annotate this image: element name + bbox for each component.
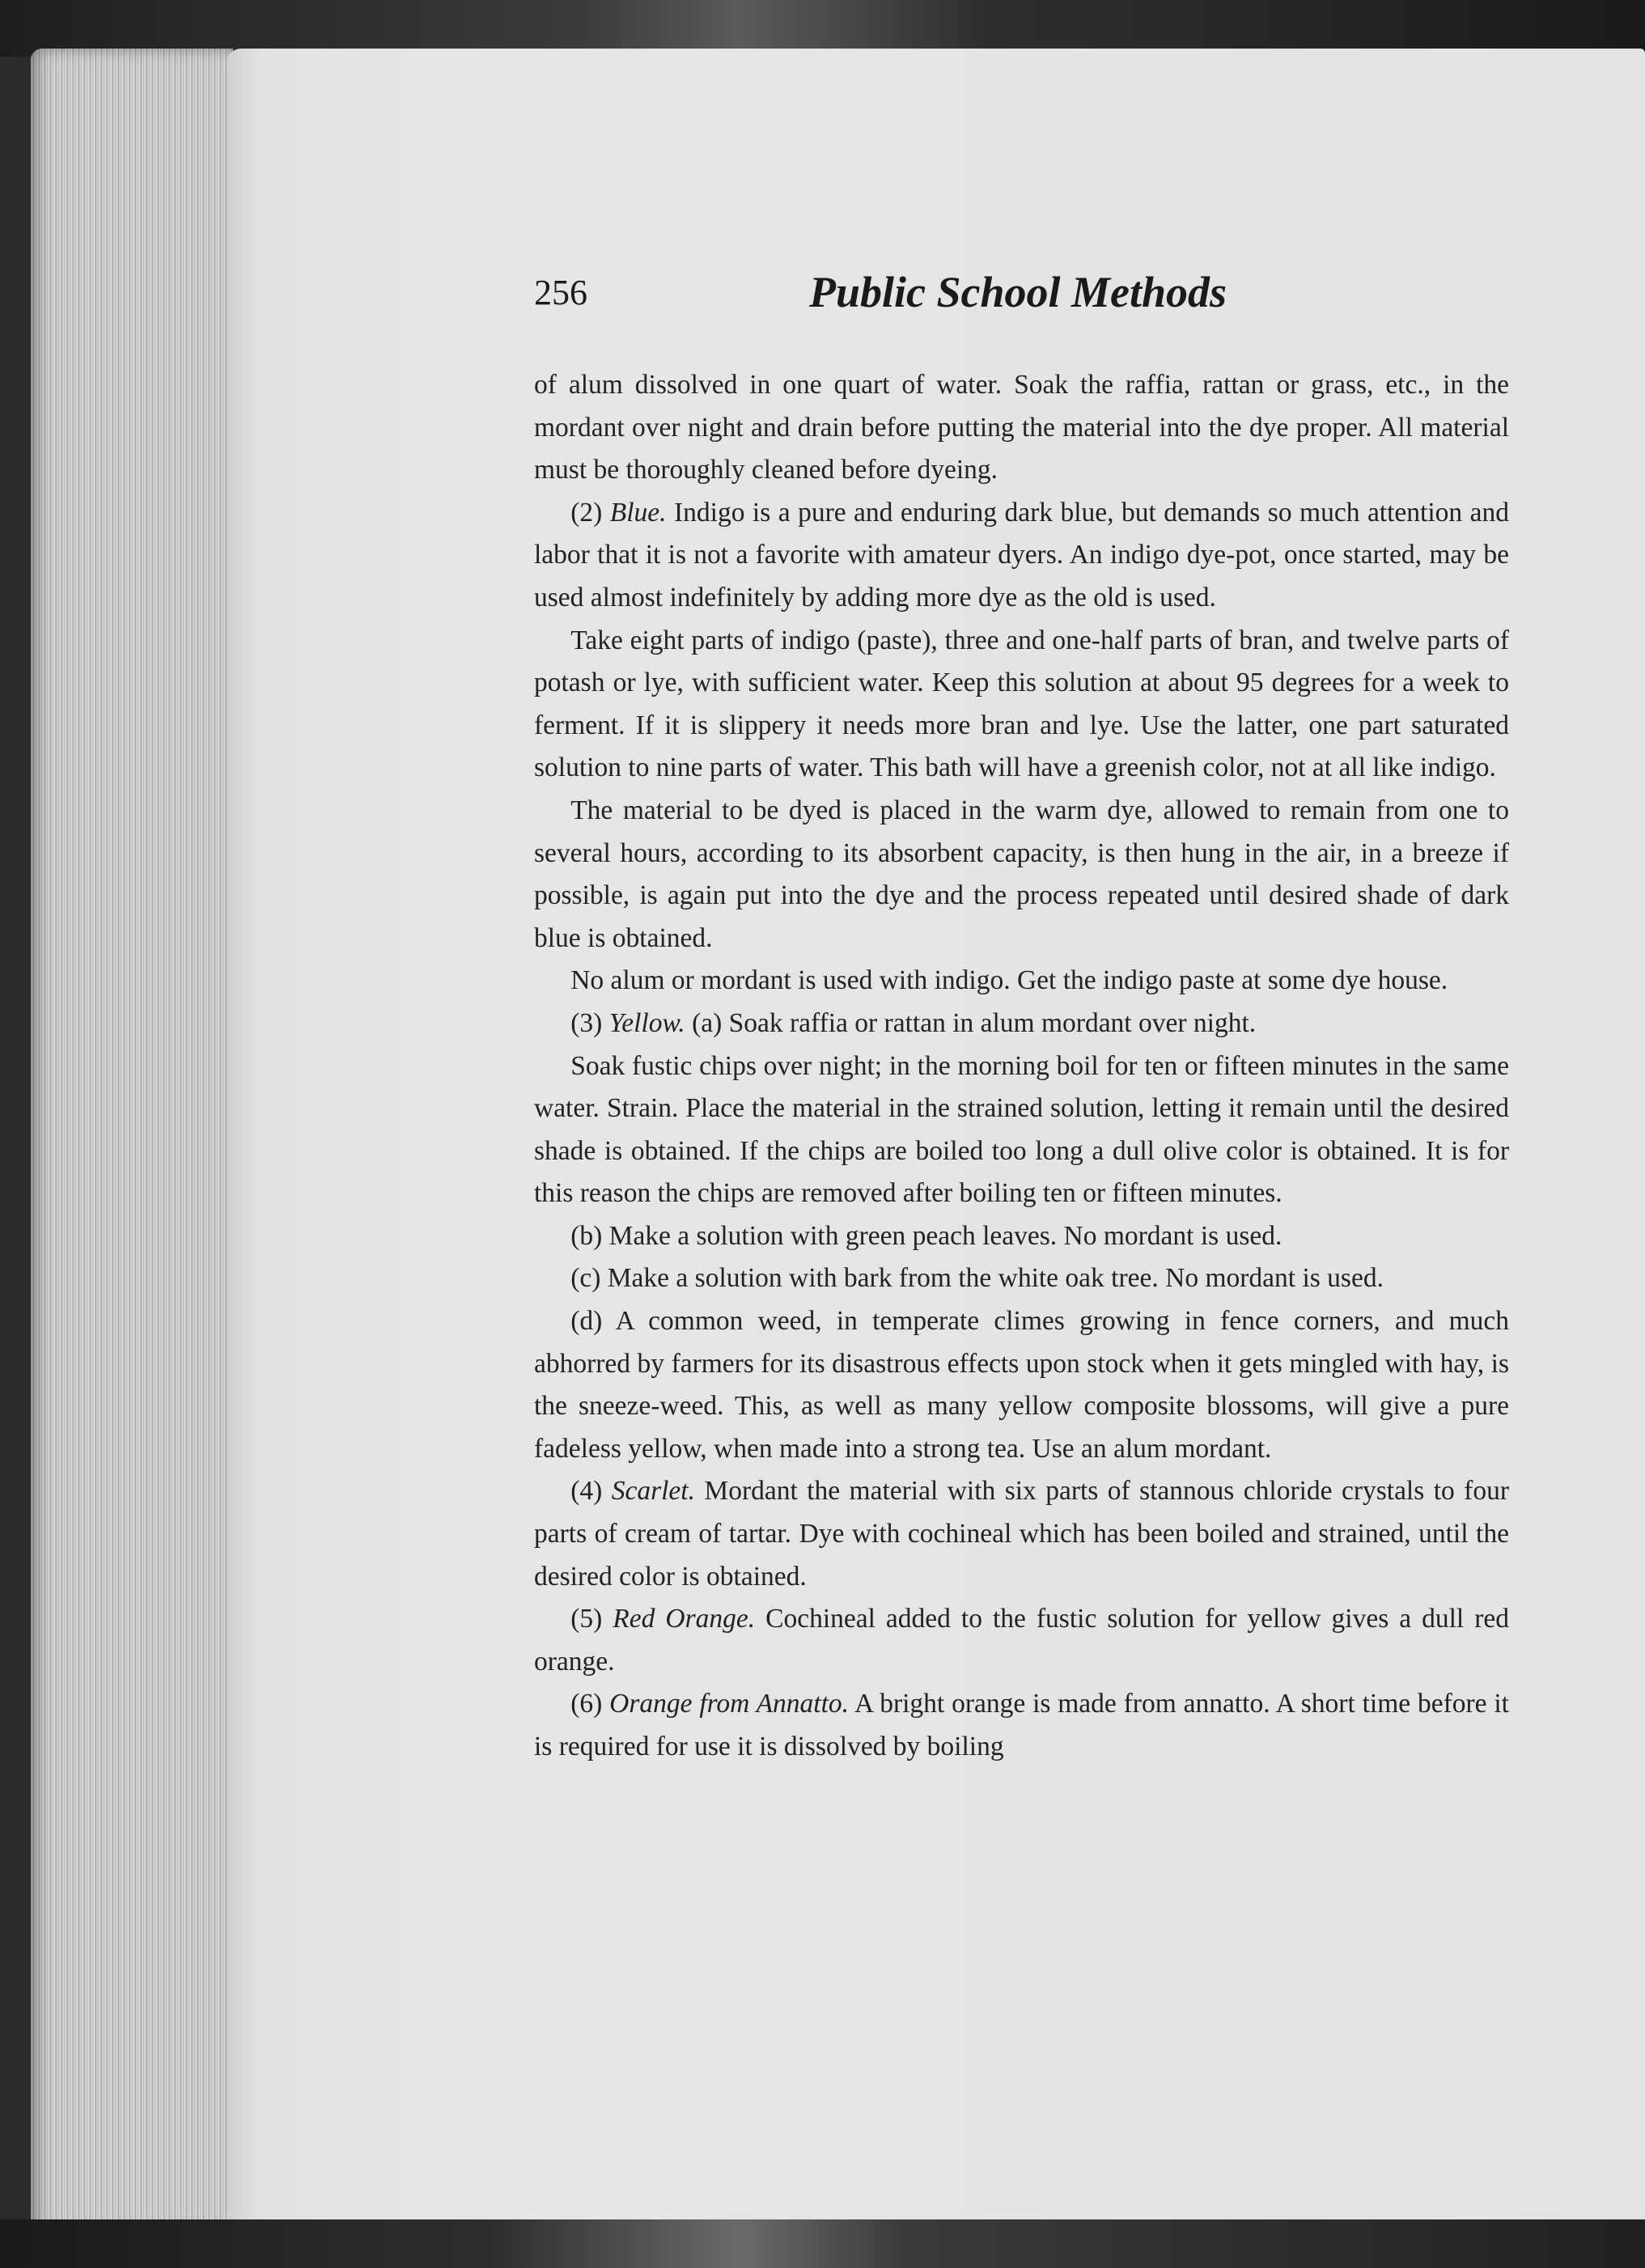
section-heading-red-orange: Red Orange. <box>613 1604 756 1634</box>
paragraph-text: Take eight parts of indigo (paste), three and one-half parts of bran, and twelve parts of potash or lye, with sufficient water. Keep this solution at about 95 degrees for a week to ferment. If it is slippery it needs more bran and lye. Use the latter, one part saturated solution to nine parts of water. This bath will have a greenish color, not at all like indigo. <box>534 625 1509 783</box>
book-page-edges <box>31 49 233 2233</box>
paragraph-lead: (5) <box>570 1604 613 1634</box>
paragraph-text: (b) Make a solution with green peach leaves. No mordant is used. <box>570 1220 1283 1251</box>
paragraph-text: Indigo is a pure and enduring dark blue, but demands so much attention and labor that it is not a favorite with amateur dyers. An indigo dye-pot, once started, may be used almost indefinitely by adding more dye as the old is used. <box>534 497 1509 613</box>
paragraph <box>534 1300 1509 1470</box>
section-heading-orange-annatto: Orange from Annatto. <box>609 1689 850 1719</box>
paragraph <box>534 364 1509 492</box>
paragraph-text: Soak fustic chips over night; in the morning boil for ten or fifteen minutes in the same water. Strain. Place the material in the strained solution, letting it remain until the desired shade is obtained. If the chips are boiled too long a dull olive color is obtained. It is for this reason the chips are removed after boiling ten or fifteen minutes. <box>534 1050 1509 1209</box>
section-heading-scarlet: Scarlet. <box>611 1476 695 1507</box>
paragraph-lead: (2) <box>570 497 610 528</box>
paragraph-text: Mordant the material with six parts of stannous chloride crystals to four parts of cream of tartar. Dye with cochineal which has been boiled and strained, until the desired color is obtained. <box>534 1476 1509 1592</box>
paragraph-red-orange <box>534 1598 1509 1683</box>
paragraph-text: A bright orange is made from annatto. A short time before it is required for use it is dissolved by boiling <box>534 1689 1509 1761</box>
running-head <box>534 267 1505 332</box>
paragraph-lead: (4) <box>570 1476 612 1507</box>
paragraph-blue <box>534 492 1509 620</box>
paragraph-text: (d) A common weed, in temperate climes growing in fence corners, and much abhorred by farmers for its disastrous effects upon stock when it gets mingled with hay, is the sneeze-weed. This, as well as many yellow composite blossoms, will give a pure fadeless yellow, when made into a strong tea. Use an alum mordant. <box>534 1306 1509 1464</box>
paragraph-text: (a) Soak raffia or rattan in alum mordant over night. <box>685 1007 1257 1038</box>
book-title: Public School Methods <box>809 268 1227 316</box>
paragraph <box>534 1045 1509 1215</box>
body-text <box>534 364 1509 1769</box>
paragraph-yellow <box>534 1003 1509 1045</box>
paragraph-orange-annatto <box>534 1683 1509 1768</box>
paragraph <box>534 620 1509 790</box>
paragraph-text: The material to be dyed is placed in the warm dye, allowed to remain from one to several hours, according to its absorbent capacity, is then hung in the air, in a breeze if possible, is again put into the dye and the process repeated until desired shade of dark blue is obtained. <box>534 795 1509 953</box>
paragraph <box>534 960 1509 1003</box>
paragraph-text: (c) Make a solution with bark from the white oak tree. No mordant is used. <box>570 1263 1384 1294</box>
paragraph-text: Cochineal added to the fustic solution for yellow gives a dull red orange. <box>534 1604 1510 1677</box>
section-heading-yellow: Yellow. <box>608 1007 685 1038</box>
page-number: 256 <box>534 273 587 312</box>
paragraph <box>534 1257 1509 1300</box>
paragraph-scarlet <box>534 1470 1509 1598</box>
paragraph-text: of alum dissolved in one quart of water. Soak the raffia, rattan or grass, etc., in the mordant over night and drain before putting the material into the dye proper. All material must be thoroughly cleaned before dyeing. <box>534 370 1509 485</box>
paragraph-lead: (6) <box>570 1689 610 1719</box>
scan-bottom-edge <box>0 2219 1645 2268</box>
section-heading-blue: Blue. <box>609 497 667 528</box>
paragraph-lead: (3) <box>570 1007 609 1038</box>
paragraph <box>534 1215 1509 1258</box>
paragraph <box>534 790 1509 960</box>
paragraph-text: No alum or mordant is used with indigo. Get the indigo paste at some dye house. <box>570 965 1448 996</box>
